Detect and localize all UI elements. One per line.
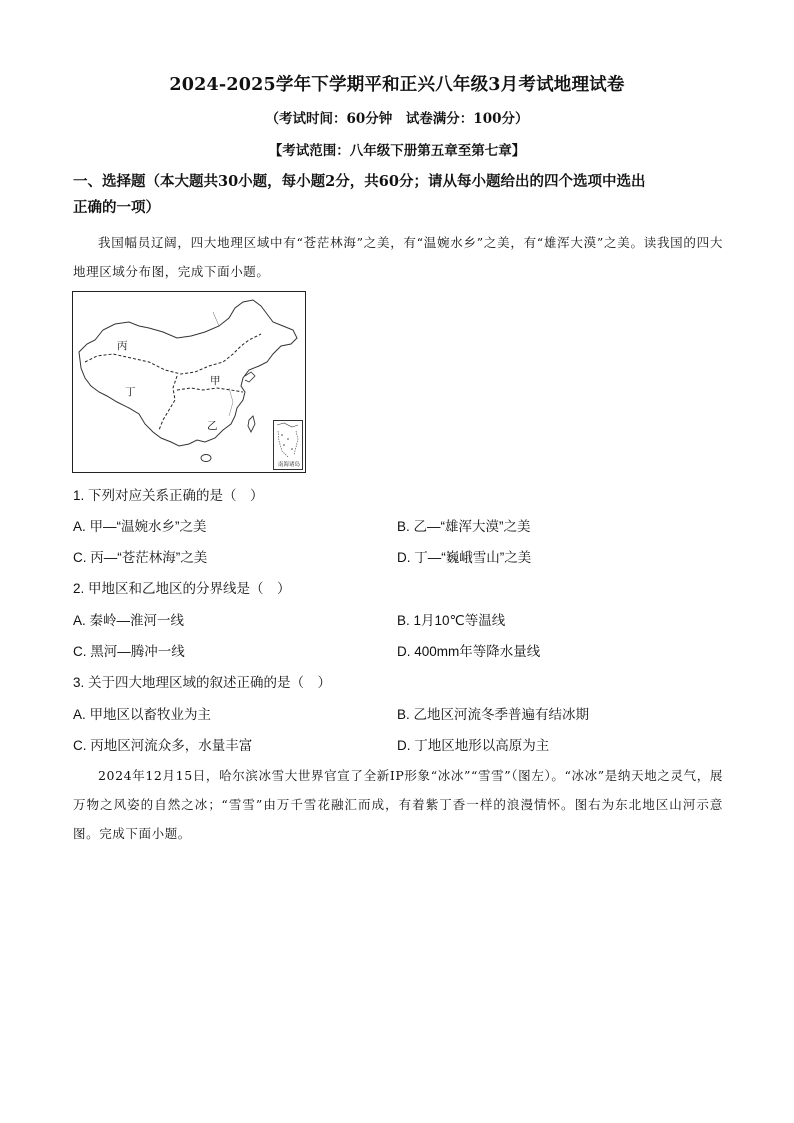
question-3-stem: 3. 关于四大地理区域的叙述正确的是（ ） xyxy=(73,675,332,690)
question-1-option-a[interactable]: A. 甲—“温婉水乡”之美 xyxy=(73,519,207,534)
question-1-stem: 1. 下列对应关系正确的是（ ） xyxy=(73,488,264,503)
passage-harbin: 2024年12月15日，哈尔滨冰雪大世界官宣了全新IP形象“冰冰”“雪雪”（图左）。“冰冰”是纳天地之灵气，展万物之风姿的自然之冰；“雪雪”由万千雪花融汇而成，有着紫丁香一样的浪漫情怀。图右为东北地区山河示意图。完成下面小题。 xyxy=(73,768,723,841)
region-label-jia: 甲 xyxy=(210,375,221,387)
section-heading xyxy=(73,169,723,221)
question-2-option-b[interactable]: B. 1月10℃等温线 xyxy=(397,613,506,628)
exam-title: 2024-2025学年下学期平和正兴八年级3月考试地理试卷 xyxy=(169,75,625,95)
exam-time-info: （考试时间：60分钟 试卷满分：100分） xyxy=(265,111,529,127)
question-2-option-d[interactable]: D. 400mm年等降水量线 xyxy=(397,644,541,659)
region-label-bing: 丙 xyxy=(117,340,128,352)
question-1-option-b[interactable]: B. 乙—“雄浑大漠”之美 xyxy=(397,519,531,534)
china-map-outline xyxy=(73,292,305,472)
china-regions-map xyxy=(72,291,306,473)
exam-scope: 【考试范围：八年级下册第五章至第七章】 xyxy=(268,143,526,159)
question-1-option-d[interactable]: D. 丁—“巍峨雪山”之美 xyxy=(397,550,532,565)
inset-islands xyxy=(274,421,302,461)
south-china-sea-inset xyxy=(273,420,303,470)
section-heading-line2: 正确的一项） xyxy=(73,199,160,216)
question-3-option-d[interactable]: D. 丁地区地形以高原为主 xyxy=(397,738,550,753)
question-2-option-c[interactable]: C. 黑河—腾冲一线 xyxy=(73,644,185,659)
section-heading-line1: 一、选择题（本大题共30小题，每小题2分，共60分；请从每小题给出的四个选项中选出 xyxy=(73,173,646,190)
question-2-stem: 2. 甲地区和乙地区的分界线是（ ） xyxy=(73,581,291,596)
question-3-option-b[interactable]: B. 乙地区河流冬季普遍有结冰期 xyxy=(397,707,590,722)
question-2-option-a[interactable]: A. 秦岭—淮河一线 xyxy=(73,613,185,628)
question-3-option-c[interactable]: C. 丙地区河流众多，水量丰富 xyxy=(73,738,253,753)
passage-regions: 我国幅员辽阔，四大地理区域中有“苍茫林海”之美，有“温婉水乡”之美，有“雄浑大漠”之美。读我国的四大地理区域分布图，完成下面小题。 xyxy=(73,235,723,279)
question-3-option-a[interactable]: A. 甲地区以畜牧业为主 xyxy=(73,707,212,722)
question-1-option-c[interactable]: C. 丙—“苍茫林海”之美 xyxy=(73,550,208,565)
region-label-yi: 乙 xyxy=(207,420,218,432)
region-label-ding: 丁 xyxy=(125,386,136,398)
inset-label: 南海诸岛 xyxy=(277,462,300,468)
